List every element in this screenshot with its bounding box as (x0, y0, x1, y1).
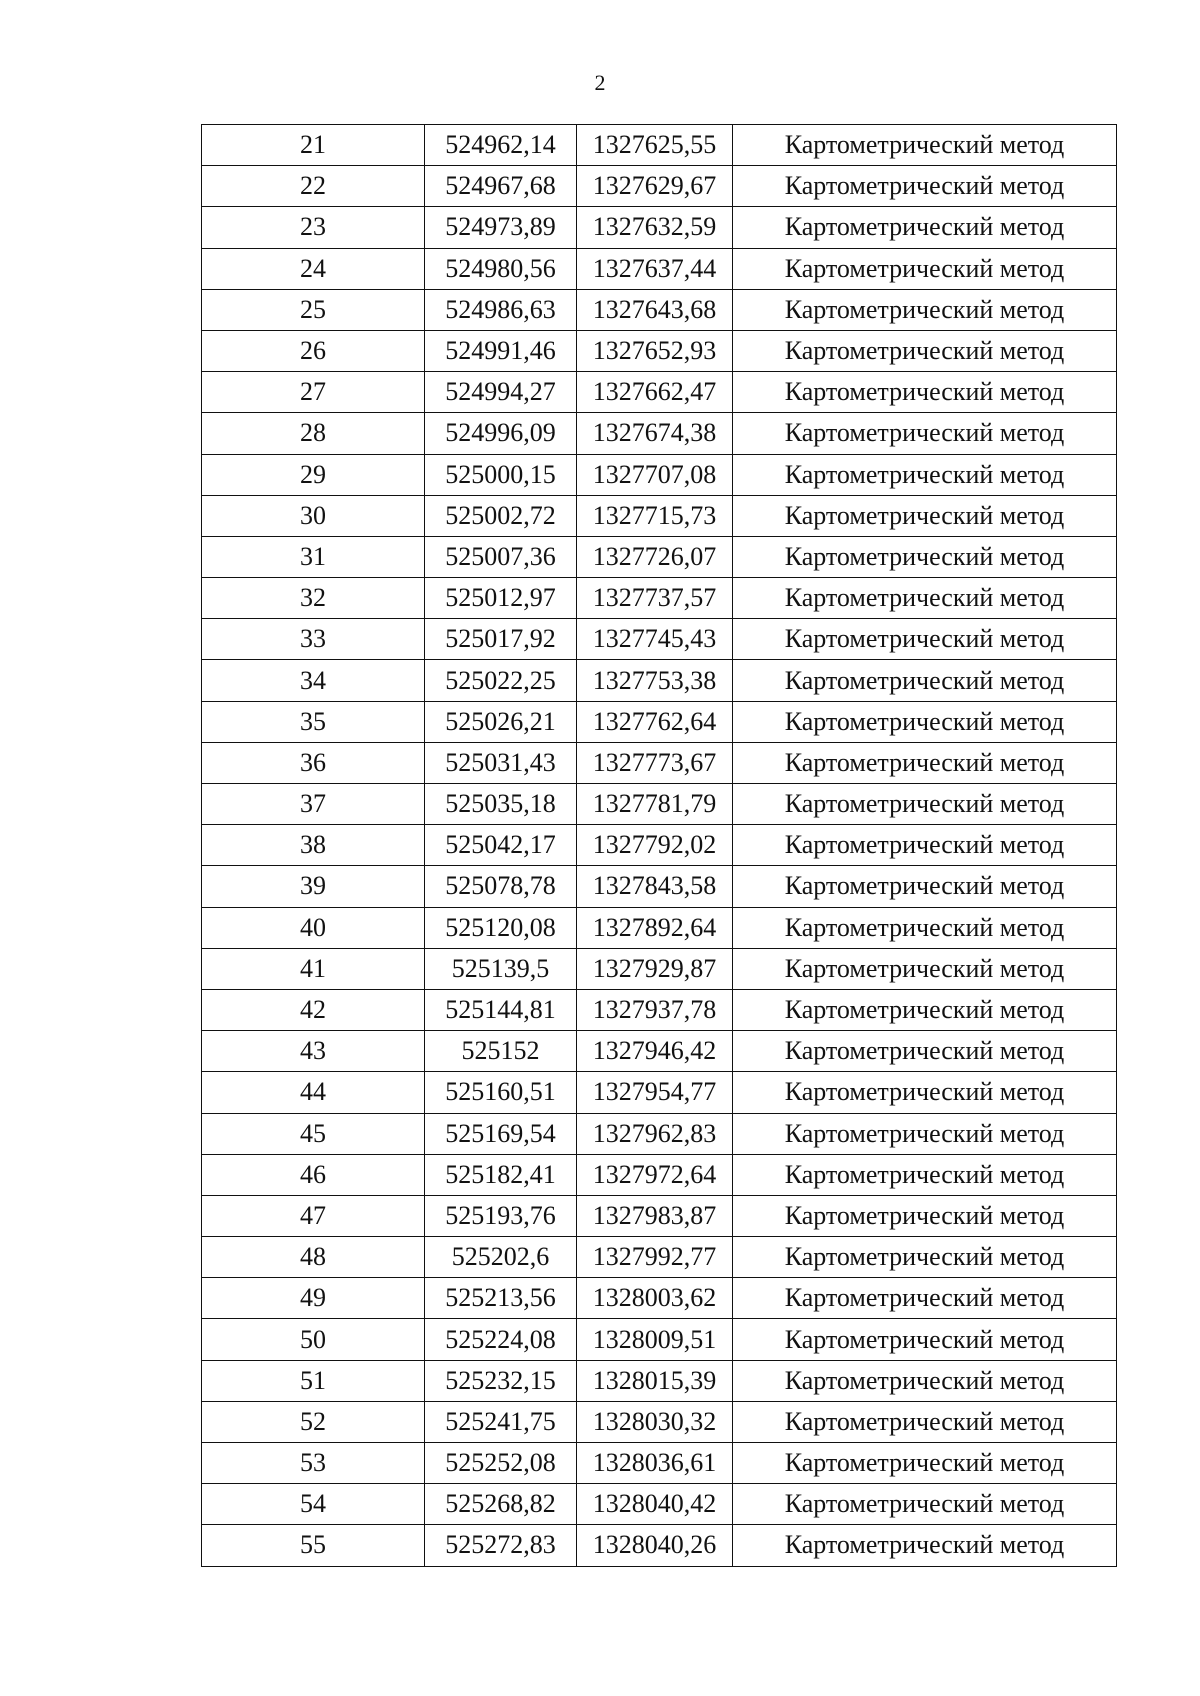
method-cell: Картометрический метод (733, 1154, 1117, 1195)
point-number-cell: 40 (202, 907, 425, 948)
table-row (202, 660, 1117, 701)
point-number-cell: 35 (202, 701, 425, 742)
y-coordinate-cell: 1328036,61 (577, 1443, 733, 1484)
table-row (202, 1360, 1117, 1401)
table-row (202, 413, 1117, 454)
method-cell: Картометрический метод (733, 742, 1117, 783)
y-coordinate-cell: 1327954,77 (577, 1072, 733, 1113)
y-coordinate-cell: 1327962,83 (577, 1113, 733, 1154)
y-coordinate-cell: 1328040,42 (577, 1484, 733, 1525)
method-cell: Картометрический метод (733, 619, 1117, 660)
y-coordinate-cell: 1327781,79 (577, 784, 733, 825)
table-row (202, 1319, 1117, 1360)
point-number-cell: 37 (202, 784, 425, 825)
table-row (202, 1443, 1117, 1484)
point-number-cell: 28 (202, 413, 425, 454)
x-coordinate-cell: 525000,15 (425, 454, 577, 495)
method-cell: Картометрический метод (733, 454, 1117, 495)
y-coordinate-cell: 1327892,64 (577, 907, 733, 948)
point-number-cell: 47 (202, 1195, 425, 1236)
x-coordinate-cell: 524973,89 (425, 207, 577, 248)
x-coordinate-cell: 525268,82 (425, 1484, 577, 1525)
table-row (202, 989, 1117, 1030)
table-row (202, 166, 1117, 207)
table-row (202, 1072, 1117, 1113)
x-coordinate-cell: 525169,54 (425, 1113, 577, 1154)
y-coordinate-cell: 1327662,47 (577, 372, 733, 413)
y-coordinate-cell: 1327632,59 (577, 207, 733, 248)
x-coordinate-cell: 524980,56 (425, 248, 577, 289)
y-coordinate-cell: 1327992,77 (577, 1237, 733, 1278)
y-coordinate-cell: 1327983,87 (577, 1195, 733, 1236)
method-cell: Картометрический метод (733, 784, 1117, 825)
method-cell: Картометрический метод (733, 1113, 1117, 1154)
coordinates-table-body (202, 125, 1117, 1567)
table-row (202, 536, 1117, 577)
point-number-cell: 27 (202, 372, 425, 413)
y-coordinate-cell: 1327674,38 (577, 413, 733, 454)
method-cell: Картометрический метод (733, 1278, 1117, 1319)
point-number-cell: 29 (202, 454, 425, 495)
y-coordinate-cell: 1327929,87 (577, 948, 733, 989)
x-coordinate-cell: 525144,81 (425, 989, 577, 1030)
table-row (202, 866, 1117, 907)
table-row (202, 825, 1117, 866)
point-number-cell: 41 (202, 948, 425, 989)
y-coordinate-cell: 1327715,73 (577, 495, 733, 536)
point-number-cell: 32 (202, 578, 425, 619)
point-number-cell: 45 (202, 1113, 425, 1154)
point-number-cell: 46 (202, 1154, 425, 1195)
method-cell: Картометрический метод (733, 1525, 1117, 1566)
method-cell: Картометрический метод (733, 578, 1117, 619)
point-number-cell: 23 (202, 207, 425, 248)
table-row (202, 289, 1117, 330)
point-number-cell: 38 (202, 825, 425, 866)
method-cell: Картометрический метод (733, 989, 1117, 1030)
x-coordinate-cell: 525160,51 (425, 1072, 577, 1113)
x-coordinate-cell: 525042,17 (425, 825, 577, 866)
table-row (202, 701, 1117, 742)
table-row (202, 578, 1117, 619)
method-cell: Картометрический метод (733, 289, 1117, 330)
point-number-cell: 33 (202, 619, 425, 660)
point-number-cell: 22 (202, 166, 425, 207)
table-row (202, 742, 1117, 783)
y-coordinate-cell: 1327937,78 (577, 989, 733, 1030)
y-coordinate-cell: 1327762,64 (577, 701, 733, 742)
x-coordinate-cell: 525012,97 (425, 578, 577, 619)
point-number-cell: 48 (202, 1237, 425, 1278)
y-coordinate-cell: 1327753,38 (577, 660, 733, 701)
y-coordinate-cell: 1328015,39 (577, 1360, 733, 1401)
table-row (202, 454, 1117, 495)
point-number-cell: 53 (202, 1443, 425, 1484)
method-cell: Картометрический метод (733, 948, 1117, 989)
x-coordinate-cell: 525017,92 (425, 619, 577, 660)
x-coordinate-cell: 524994,27 (425, 372, 577, 413)
y-coordinate-cell: 1328003,62 (577, 1278, 733, 1319)
table-row (202, 1401, 1117, 1442)
coordinates-table (201, 124, 1117, 1567)
table-row (202, 907, 1117, 948)
table-row (202, 1525, 1117, 1566)
table-row (202, 330, 1117, 371)
point-number-cell: 51 (202, 1360, 425, 1401)
y-coordinate-cell: 1327773,67 (577, 742, 733, 783)
x-coordinate-cell: 525120,08 (425, 907, 577, 948)
x-coordinate-cell: 525002,72 (425, 495, 577, 536)
table-row (202, 948, 1117, 989)
table-row (202, 784, 1117, 825)
point-number-cell: 49 (202, 1278, 425, 1319)
point-number-cell: 43 (202, 1031, 425, 1072)
table-row (202, 372, 1117, 413)
point-number-cell: 54 (202, 1484, 425, 1525)
point-number-cell: 26 (202, 330, 425, 371)
method-cell: Картометрический метод (733, 166, 1117, 207)
y-coordinate-cell: 1327643,68 (577, 289, 733, 330)
method-cell: Картометрический метод (733, 1484, 1117, 1525)
table-row (202, 1113, 1117, 1154)
x-coordinate-cell: 525007,36 (425, 536, 577, 577)
method-cell: Картометрический метод (733, 536, 1117, 577)
method-cell: Картометрический метод (733, 1319, 1117, 1360)
y-coordinate-cell: 1328040,26 (577, 1525, 733, 1566)
x-coordinate-cell: 524967,68 (425, 166, 577, 207)
x-coordinate-cell: 525224,08 (425, 1319, 577, 1360)
method-cell: Картометрический метод (733, 207, 1117, 248)
y-coordinate-cell: 1327707,08 (577, 454, 733, 495)
y-coordinate-cell: 1327737,57 (577, 578, 733, 619)
x-coordinate-cell: 524991,46 (425, 330, 577, 371)
x-coordinate-cell: 524996,09 (425, 413, 577, 454)
method-cell: Картометрический метод (733, 372, 1117, 413)
table-row (202, 495, 1117, 536)
method-cell: Картометрический метод (733, 495, 1117, 536)
x-coordinate-cell: 525232,15 (425, 1360, 577, 1401)
method-cell: Картометрический метод (733, 1031, 1117, 1072)
x-coordinate-cell: 525241,75 (425, 1401, 577, 1442)
point-number-cell: 44 (202, 1072, 425, 1113)
method-cell: Картометрический метод (733, 1360, 1117, 1401)
y-coordinate-cell: 1327792,02 (577, 825, 733, 866)
table-row (202, 207, 1117, 248)
x-coordinate-cell: 525031,43 (425, 742, 577, 783)
page-number: 2 (594, 70, 606, 95)
table-row (202, 125, 1117, 166)
method-cell: Картометрический метод (733, 907, 1117, 948)
method-cell: Картометрический метод (733, 125, 1117, 166)
method-cell: Картометрический метод (733, 825, 1117, 866)
x-coordinate-cell: 525213,56 (425, 1278, 577, 1319)
y-coordinate-cell: 1327652,93 (577, 330, 733, 371)
table-row (202, 1484, 1117, 1525)
method-cell: Картометрический метод (733, 248, 1117, 289)
x-coordinate-cell: 524986,63 (425, 289, 577, 330)
method-cell: Картометрический метод (733, 1443, 1117, 1484)
x-coordinate-cell: 525193,76 (425, 1195, 577, 1236)
point-number-cell: 31 (202, 536, 425, 577)
method-cell: Картометрический метод (733, 1237, 1117, 1278)
method-cell: Картометрический метод (733, 1195, 1117, 1236)
method-cell: Картометрический метод (733, 660, 1117, 701)
table-row (202, 619, 1117, 660)
x-coordinate-cell: 525078,78 (425, 866, 577, 907)
table-row (202, 1031, 1117, 1072)
point-number-cell: 24 (202, 248, 425, 289)
y-coordinate-cell: 1327843,58 (577, 866, 733, 907)
point-number-cell: 55 (202, 1525, 425, 1566)
x-coordinate-cell: 524962,14 (425, 125, 577, 166)
table-row (202, 1195, 1117, 1236)
x-coordinate-cell: 525202,6 (425, 1237, 577, 1278)
x-coordinate-cell: 525139,5 (425, 948, 577, 989)
x-coordinate-cell: 525152 (425, 1031, 577, 1072)
y-coordinate-cell: 1327946,42 (577, 1031, 733, 1072)
y-coordinate-cell: 1327972,64 (577, 1154, 733, 1195)
point-number-cell: 50 (202, 1319, 425, 1360)
x-coordinate-cell: 525026,21 (425, 701, 577, 742)
x-coordinate-cell: 525272,83 (425, 1525, 577, 1566)
y-coordinate-cell: 1327629,67 (577, 166, 733, 207)
method-cell: Картометрический метод (733, 1401, 1117, 1442)
y-coordinate-cell: 1327745,43 (577, 619, 733, 660)
method-cell: Картометрический метод (733, 330, 1117, 371)
method-cell: Картометрический метод (733, 866, 1117, 907)
point-number-cell: 21 (202, 125, 425, 166)
table-row (202, 1278, 1117, 1319)
table-row (202, 1154, 1117, 1195)
y-coordinate-cell: 1328030,32 (577, 1401, 733, 1442)
y-coordinate-cell: 1328009,51 (577, 1319, 733, 1360)
x-coordinate-cell: 525035,18 (425, 784, 577, 825)
method-cell: Картометрический метод (733, 701, 1117, 742)
x-coordinate-cell: 525252,08 (425, 1443, 577, 1484)
table-row (202, 1237, 1117, 1278)
point-number-cell: 30 (202, 495, 425, 536)
point-number-cell: 34 (202, 660, 425, 701)
x-coordinate-cell: 525182,41 (425, 1154, 577, 1195)
point-number-cell: 42 (202, 989, 425, 1030)
method-cell: Картометрический метод (733, 413, 1117, 454)
y-coordinate-cell: 1327726,07 (577, 536, 733, 577)
method-cell: Картометрический метод (733, 1072, 1117, 1113)
table-row (202, 248, 1117, 289)
point-number-cell: 39 (202, 866, 425, 907)
y-coordinate-cell: 1327637,44 (577, 248, 733, 289)
y-coordinate-cell: 1327625,55 (577, 125, 733, 166)
point-number-cell: 52 (202, 1401, 425, 1442)
point-number-cell: 25 (202, 289, 425, 330)
x-coordinate-cell: 525022,25 (425, 660, 577, 701)
point-number-cell: 36 (202, 742, 425, 783)
